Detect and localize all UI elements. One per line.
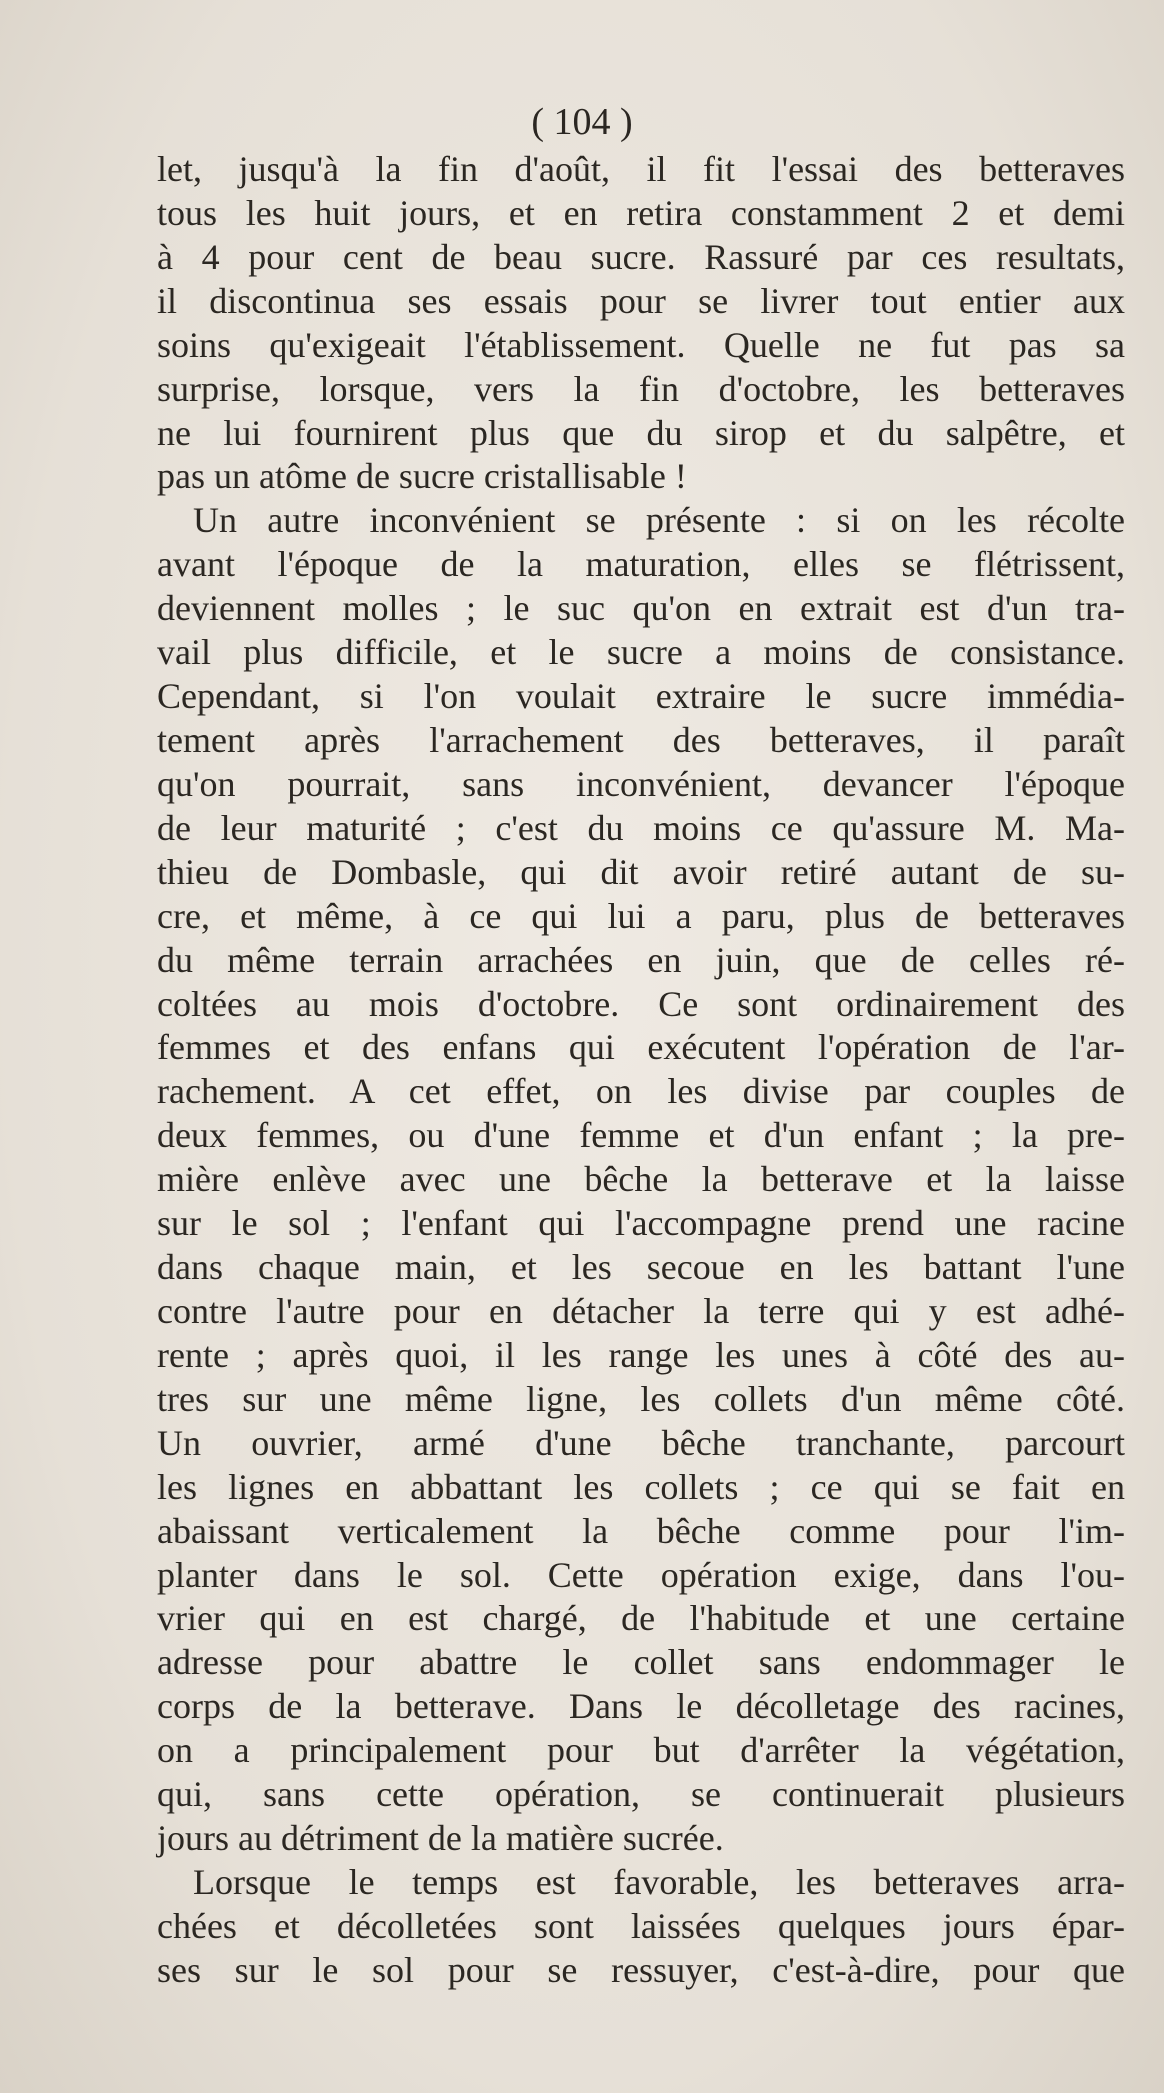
text-line: coltées au mois d'octobre. Ce sont ordinairement des [157,983,1125,1024]
text-line: contre l'autre pour en détacher la terre qui y est adhé- [157,1290,1125,1331]
text-line: corps de la betterave. Dans le décolletage des racines, [157,1686,1125,1727]
text-line: qu'on pourrait, sans inconvénient, devancer l'époque [157,763,1125,804]
text-line: Cependant, si l'on voulait extraire le sucre immédia- [157,676,1125,717]
text-line: ses sur le sol pour se ressuyer, c'est-à-dire, pour que [157,1949,1125,1990]
text-line: soins qu'exigeait l'établissement. Quelle ne fut pas sa [157,324,1125,365]
text-line: sur le sol ; l'enfant qui l'accompagne prend une racine [157,1203,1125,1244]
text-line: planter dans le sol. Cette opération exige, dans l'ou- [157,1554,1125,1595]
text-line: on a principalement pour but d'arrêter la végétation, [157,1730,1125,1771]
page-number: ( 104 ) [531,101,633,143]
text-line: pas un atôme de sucre cristallisable ! [157,456,687,497]
text-line: rente ; après quoi, il les range les unes à côté des au- [157,1334,1125,1375]
text-line: ne lui fournirent plus que du sirop et du salpêtre, et [157,412,1125,453]
text-line: abaissant verticalement la bêche comme pour l'im- [157,1510,1125,1551]
text-line: deviennent molles ; le suc qu'on en extrait est d'un tra- [157,588,1125,629]
text-line: jours au détriment de la matière sucrée. [157,1818,724,1859]
text-line: cre, et même, à ce qui lui a paru, plus de betteraves [157,895,1125,936]
text-line: du même terrain arrachées en juin, que de celles ré- [157,939,1125,980]
text-line: les lignes en abbattant les collets ; ce qui se fait en [157,1466,1125,1507]
text-line: dans chaque main, et les secoue en les battant l'une [157,1247,1125,1288]
text-line: let, jusqu'à la fin d'août, il fit l'essai des betteraves [157,149,1125,189]
text-line: à 4 pour cent de beau sucre. Rassuré par ces resultats, [157,236,1125,277]
text-line: de leur maturité ; c'est du moins ce qu'assure M. Ma- [157,807,1125,848]
text-line: tous les huit jours, et en retira constamment 2 et demi [157,192,1125,233]
text-line: mière enlève avec une bêche la betterave et la laisse [157,1159,1125,1200]
text-line: Lorsque le temps est favorable, les betteraves arra- [193,1861,1125,1902]
text-line: rachement. A cet effet, on les divise par couples de [157,1071,1125,1112]
text-line: tement après l'arrachement des betteraves, il paraît [157,719,1125,760]
text-line: vail plus difficile, et le sucre a moins de consistance. [157,632,1125,673]
text-line: deux femmes, ou d'une femme et d'un enfant ; la pre- [157,1115,1125,1156]
text-line: Un autre inconvénient se présente : si on les récolte [193,500,1125,541]
text-line: Un ouvrier, armé d'une bêche tranchante, parcourt [157,1422,1125,1463]
text-line: il discontinua ses essais pour se livrer tout entier aux [157,280,1125,321]
text-line: femmes et des enfans qui exécutent l'opération de l'ar- [157,1027,1125,1068]
text-line: adresse pour abattre le collet sans endommager le [157,1642,1125,1683]
text-line: surprise, lorsque, vers la fin d'octobre, les betteraves [157,368,1125,409]
body-text [157,148,1125,1993]
text-line: qui, sans cette opération, se continuerait plusieurs [157,1774,1125,1815]
text-line: avant l'époque de la maturation, elles se flétrissent, [157,544,1125,585]
text-line: chées et décolletées sont laissées quelques jours épar- [157,1905,1125,1946]
text-line: thieu de Dombasle, qui dit avoir retiré autant de su- [157,851,1125,892]
text-line: tres sur une même ligne, les collets d'un même côté. [157,1378,1125,1419]
text-line: vrier qui en est chargé, de l'habitude et une certaine [157,1598,1125,1639]
